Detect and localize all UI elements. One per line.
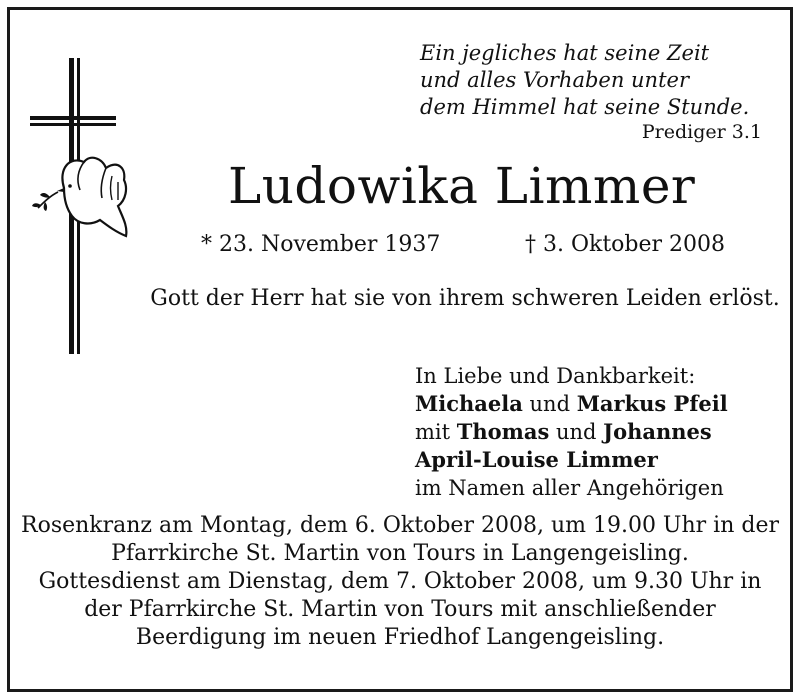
death-date: † 3. Oktober 2008	[525, 232, 726, 257]
family-member: Markus Pfeil	[576, 391, 728, 416]
conjunction: und	[549, 420, 604, 444]
deceased-name: Ludowika Limmer	[228, 157, 696, 215]
family-intro: In Liebe und Dankbarkeit:	[415, 364, 696, 388]
conjunction: und	[522, 392, 577, 416]
family-closing: im Namen aller Angehörigen	[415, 476, 724, 500]
birth-date: * 23. November 1937	[201, 232, 441, 257]
service-information	[20, 512, 780, 652]
family-signatures	[415, 362, 728, 502]
conjunction: mit	[415, 420, 457, 444]
motto-verse	[420, 40, 749, 121]
cross-icon	[28, 58, 138, 358]
motto-line: dem Himmel hat seine Stunde.	[420, 95, 750, 119]
funeral-mass-announcement: Gottesdienst am Dienstag, dem 7. Oktober 2008, um 9.30 Uhr in der Pfarrkirche St. Martin von Tours mit anschließender Beerdigung im neuen Friedhof Langengeisling.	[38, 569, 762, 650]
family-member: Michaela	[415, 391, 523, 416]
family-line	[415, 418, 728, 446]
motto-line: Ein jegliches hat seine Zeit	[420, 41, 710, 65]
motto-line: und alles Vorhaben unter	[420, 68, 689, 92]
family-member: April-Louise Limmer	[415, 447, 658, 472]
motto-source: Prediger 3.1	[641, 121, 762, 143]
family-member: Thomas	[456, 419, 550, 444]
family-member: Johannes	[603, 419, 712, 444]
family-line	[415, 446, 728, 474]
family-line	[415, 390, 728, 418]
rosary-announcement: Rosenkranz am Montag, dem 6. Oktober 2008, um 19.00 Uhr in der Pfarrkirche St. Martin von Tours in Langengeisling.	[21, 513, 779, 566]
condolence-message: Gott der Herr hat sie von ihrem schweren Leiden erlöst.	[150, 286, 780, 311]
